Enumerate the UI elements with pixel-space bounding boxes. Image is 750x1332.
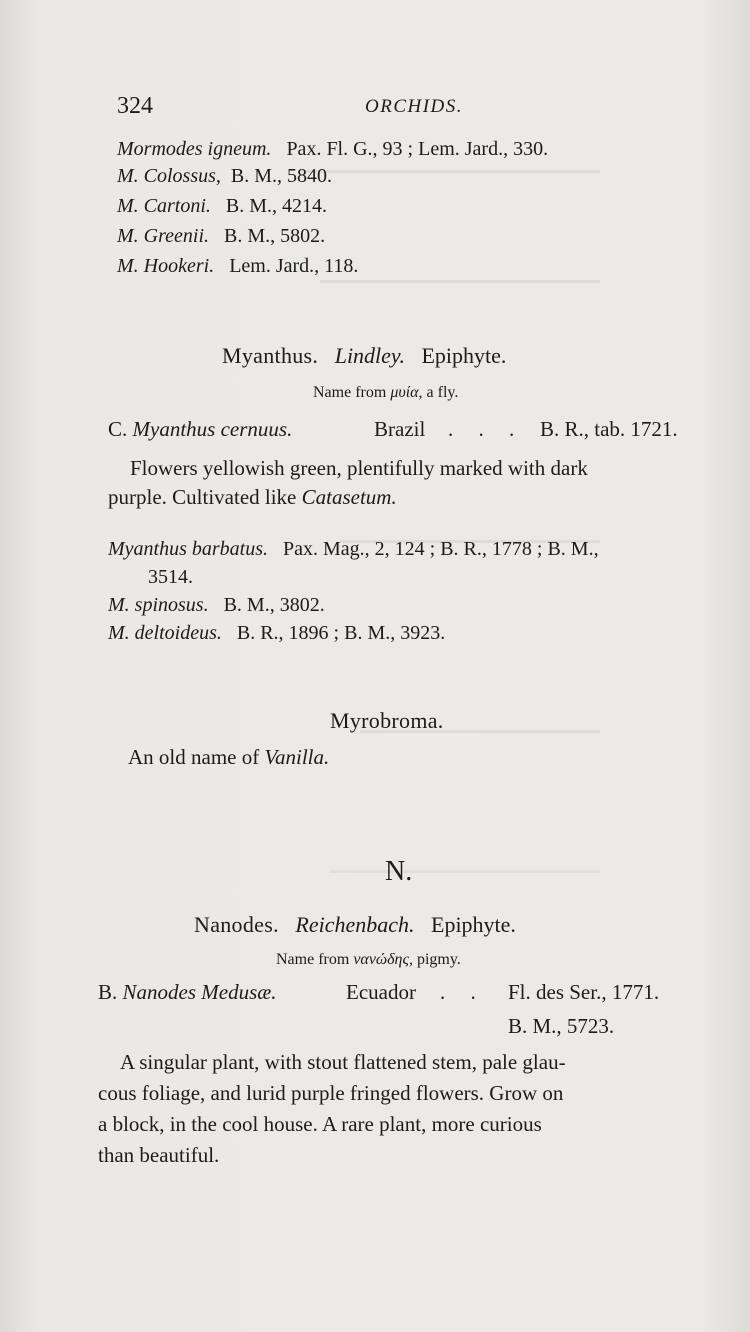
entry-citation: B. R., tab. 1721.	[540, 417, 678, 441]
species-name: M. Greenii.	[117, 225, 210, 247]
species-name: M. Cartoni.	[117, 195, 211, 217]
citation: B. M., 5840.	[230, 165, 333, 187]
citation: B. M., 5802.	[224, 225, 326, 247]
etymology-line: Name from μυία, a fly.	[313, 384, 459, 401]
reference-line	[108, 622, 445, 645]
section-letter: N.	[385, 856, 413, 887]
reference-line	[108, 594, 325, 617]
genus-name: Myrobroma.	[330, 708, 444, 733]
reference-line	[148, 566, 193, 589]
entry-dots: . . .	[448, 417, 525, 441]
entry-citation: Fl. des Ser., 1771.	[508, 980, 660, 1004]
species-name: M. spinosus.	[108, 594, 209, 616]
greek-word: μυία	[390, 384, 419, 401]
description-line: Flowers yellowish green, plentifully marked with dark	[130, 456, 588, 480]
description-line: than beautiful.	[98, 1143, 220, 1167]
reference-line	[117, 195, 327, 218]
species-name: M. Colossus,	[117, 165, 221, 187]
greek-word: νανώδης	[353, 951, 409, 968]
species-name: Myanthus barbatus.	[108, 538, 268, 560]
citation: B. M., 3802.	[223, 594, 325, 616]
reference-line	[117, 138, 548, 161]
genus-heading-nanodes	[194, 912, 516, 938]
entry-country: Brazil	[374, 417, 426, 441]
reference-line	[117, 255, 358, 278]
description-line: a block, in the cool house. A rare plant, more curious	[98, 1112, 542, 1136]
description-line: A singular plant, with stout flattened stem, pale glau-	[120, 1050, 566, 1074]
entry-citation: B. M., 5723.	[508, 1014, 615, 1038]
genus-author: Reichenbach.	[295, 912, 415, 937]
running-title: ORCHIDS.	[365, 96, 464, 117]
bleed-through	[300, 110, 600, 1050]
species-entry	[98, 977, 277, 1007]
genus-habit: Epiphyte.	[431, 912, 516, 937]
entry-name: Nanodes Medusæ.	[122, 980, 277, 1004]
reference-line	[117, 225, 325, 248]
entry-name: Myanthus cernuus.	[132, 417, 293, 441]
species-name: M. deltoideus.	[108, 622, 222, 644]
entry-grade: C.	[108, 417, 128, 441]
citation: 3514.	[148, 566, 193, 588]
genus-name: Myanthus.	[222, 343, 319, 368]
genus-habit: Epiphyte.	[421, 343, 507, 368]
entry-dots: . .	[440, 980, 486, 1004]
description-line: An old name of Vanilla.	[128, 745, 330, 769]
citation: B. R., 1896 ; B. M., 3923.	[236, 622, 446, 644]
genus-heading-myrobroma	[330, 708, 444, 734]
reference-line	[108, 538, 599, 561]
genus-heading-myanthus	[222, 343, 506, 369]
species-entry	[108, 414, 292, 444]
page-number: 324	[117, 93, 153, 119]
citation: B. M., 4214.	[225, 195, 328, 217]
description-line: purple. Cultivated like Catasetum.	[108, 485, 397, 509]
description-line: cous foliage, and lurid purple fringed flowers. Grow on	[98, 1081, 564, 1105]
reference-line	[117, 165, 332, 188]
genus-author: Lindley.	[334, 343, 405, 368]
genus-name: Nanodes.	[194, 912, 279, 937]
species-name: M. Hookeri.	[117, 255, 215, 277]
etymology-line: Name from νανώδης, pigmy.	[276, 951, 461, 968]
citation: Pax. Fl. G., 93 ; Lem. Jard., 330.	[286, 138, 549, 160]
entry-country: Ecuador	[346, 980, 416, 1004]
species-name: Mormodes igneum.	[117, 138, 272, 160]
citation: Pax. Mag., 2, 124 ; B. R., 1778 ; B. M.,	[283, 538, 599, 560]
entry-grade: B.	[98, 980, 118, 1004]
citation: Lem. Jard., 118.	[229, 255, 359, 277]
